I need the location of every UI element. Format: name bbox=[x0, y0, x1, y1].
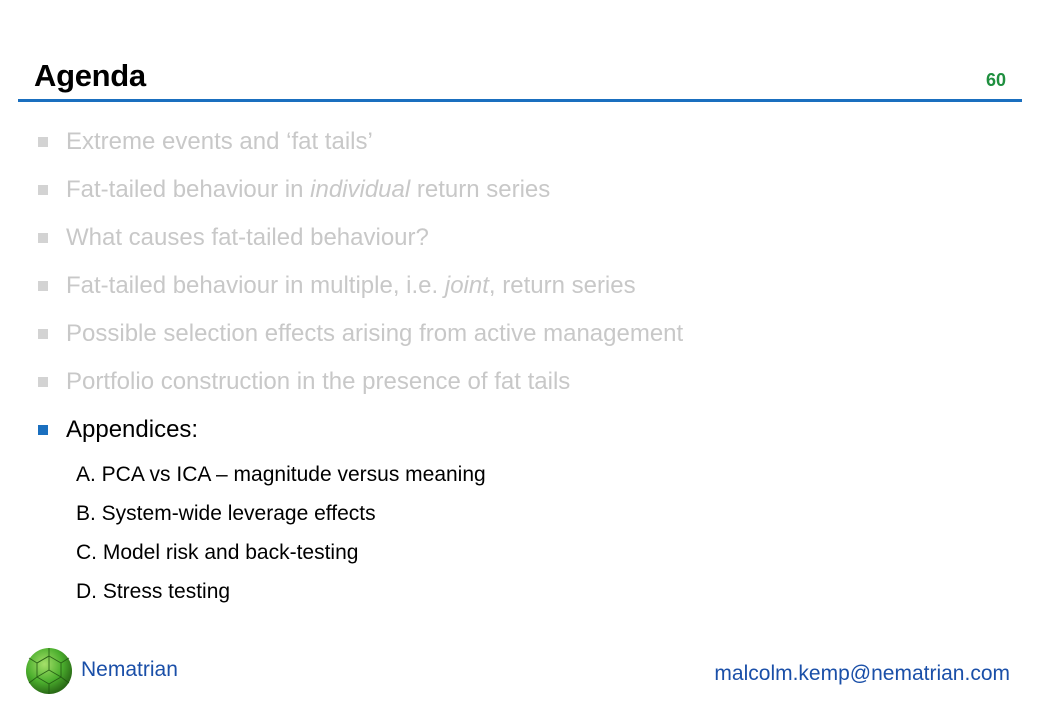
agenda-item-text-pre: Fat-tailed behaviour in multiple, i.e. bbox=[66, 272, 445, 299]
slide-title: Agenda bbox=[34, 58, 146, 93]
agenda-item-text-post: return series bbox=[410, 176, 551, 203]
agenda-item-text: What causes fat-tailed behaviour? bbox=[66, 224, 429, 251]
agenda-item-text-emphasis: joint bbox=[444, 272, 489, 299]
agenda-item bbox=[38, 118, 683, 166]
title-rule bbox=[18, 99, 1022, 102]
agenda-item-text bbox=[66, 272, 636, 300]
agenda-item bbox=[38, 166, 683, 214]
agenda-item-text-emphasis: individual bbox=[310, 176, 411, 203]
appendix-item: D. Stress testing bbox=[76, 579, 231, 603]
agenda-item bbox=[38, 214, 683, 262]
appendix-list bbox=[76, 455, 486, 611]
contact-email[interactable]: malcolm.kemp@nematrian.com bbox=[714, 662, 1010, 685]
bullet-square-icon bbox=[38, 233, 48, 243]
agenda-list bbox=[38, 118, 683, 454]
geodesic-sphere-icon bbox=[24, 646, 74, 696]
bullet-square-icon bbox=[38, 137, 48, 147]
agenda-item-text-pre: Fat-tailed behaviour in bbox=[66, 176, 311, 203]
bullet-square-icon bbox=[38, 329, 48, 339]
agenda-item-text: Appendices: bbox=[66, 416, 199, 443]
agenda-item-text: Portfolio construction in the presence of fat tails bbox=[66, 368, 571, 395]
agenda-item-text-post: , return series bbox=[488, 272, 636, 299]
bullet-square-icon bbox=[38, 377, 48, 387]
agenda-item-text: Possible selection effects arising from active management bbox=[66, 320, 684, 347]
bullet-square-icon bbox=[38, 425, 48, 435]
agenda-item-current bbox=[38, 406, 683, 454]
agenda-item-text: Extreme events and ‘fat tails’ bbox=[66, 128, 373, 155]
bullet-square-icon bbox=[38, 185, 48, 195]
agenda-item bbox=[38, 310, 683, 358]
page-number: 60 bbox=[985, 70, 1006, 90]
agenda-item bbox=[38, 358, 683, 406]
bullet-square-icon bbox=[38, 281, 48, 291]
agenda-item bbox=[38, 262, 683, 310]
agenda-item-text bbox=[66, 176, 550, 204]
brand-name: Nematrian bbox=[81, 658, 178, 681]
appendix-item: C. Model risk and back-testing bbox=[76, 540, 359, 564]
appendix-item: B. System-wide leverage effects bbox=[76, 501, 376, 525]
appendix-item: A. PCA vs ICA – magnitude versus meaning bbox=[76, 462, 486, 486]
